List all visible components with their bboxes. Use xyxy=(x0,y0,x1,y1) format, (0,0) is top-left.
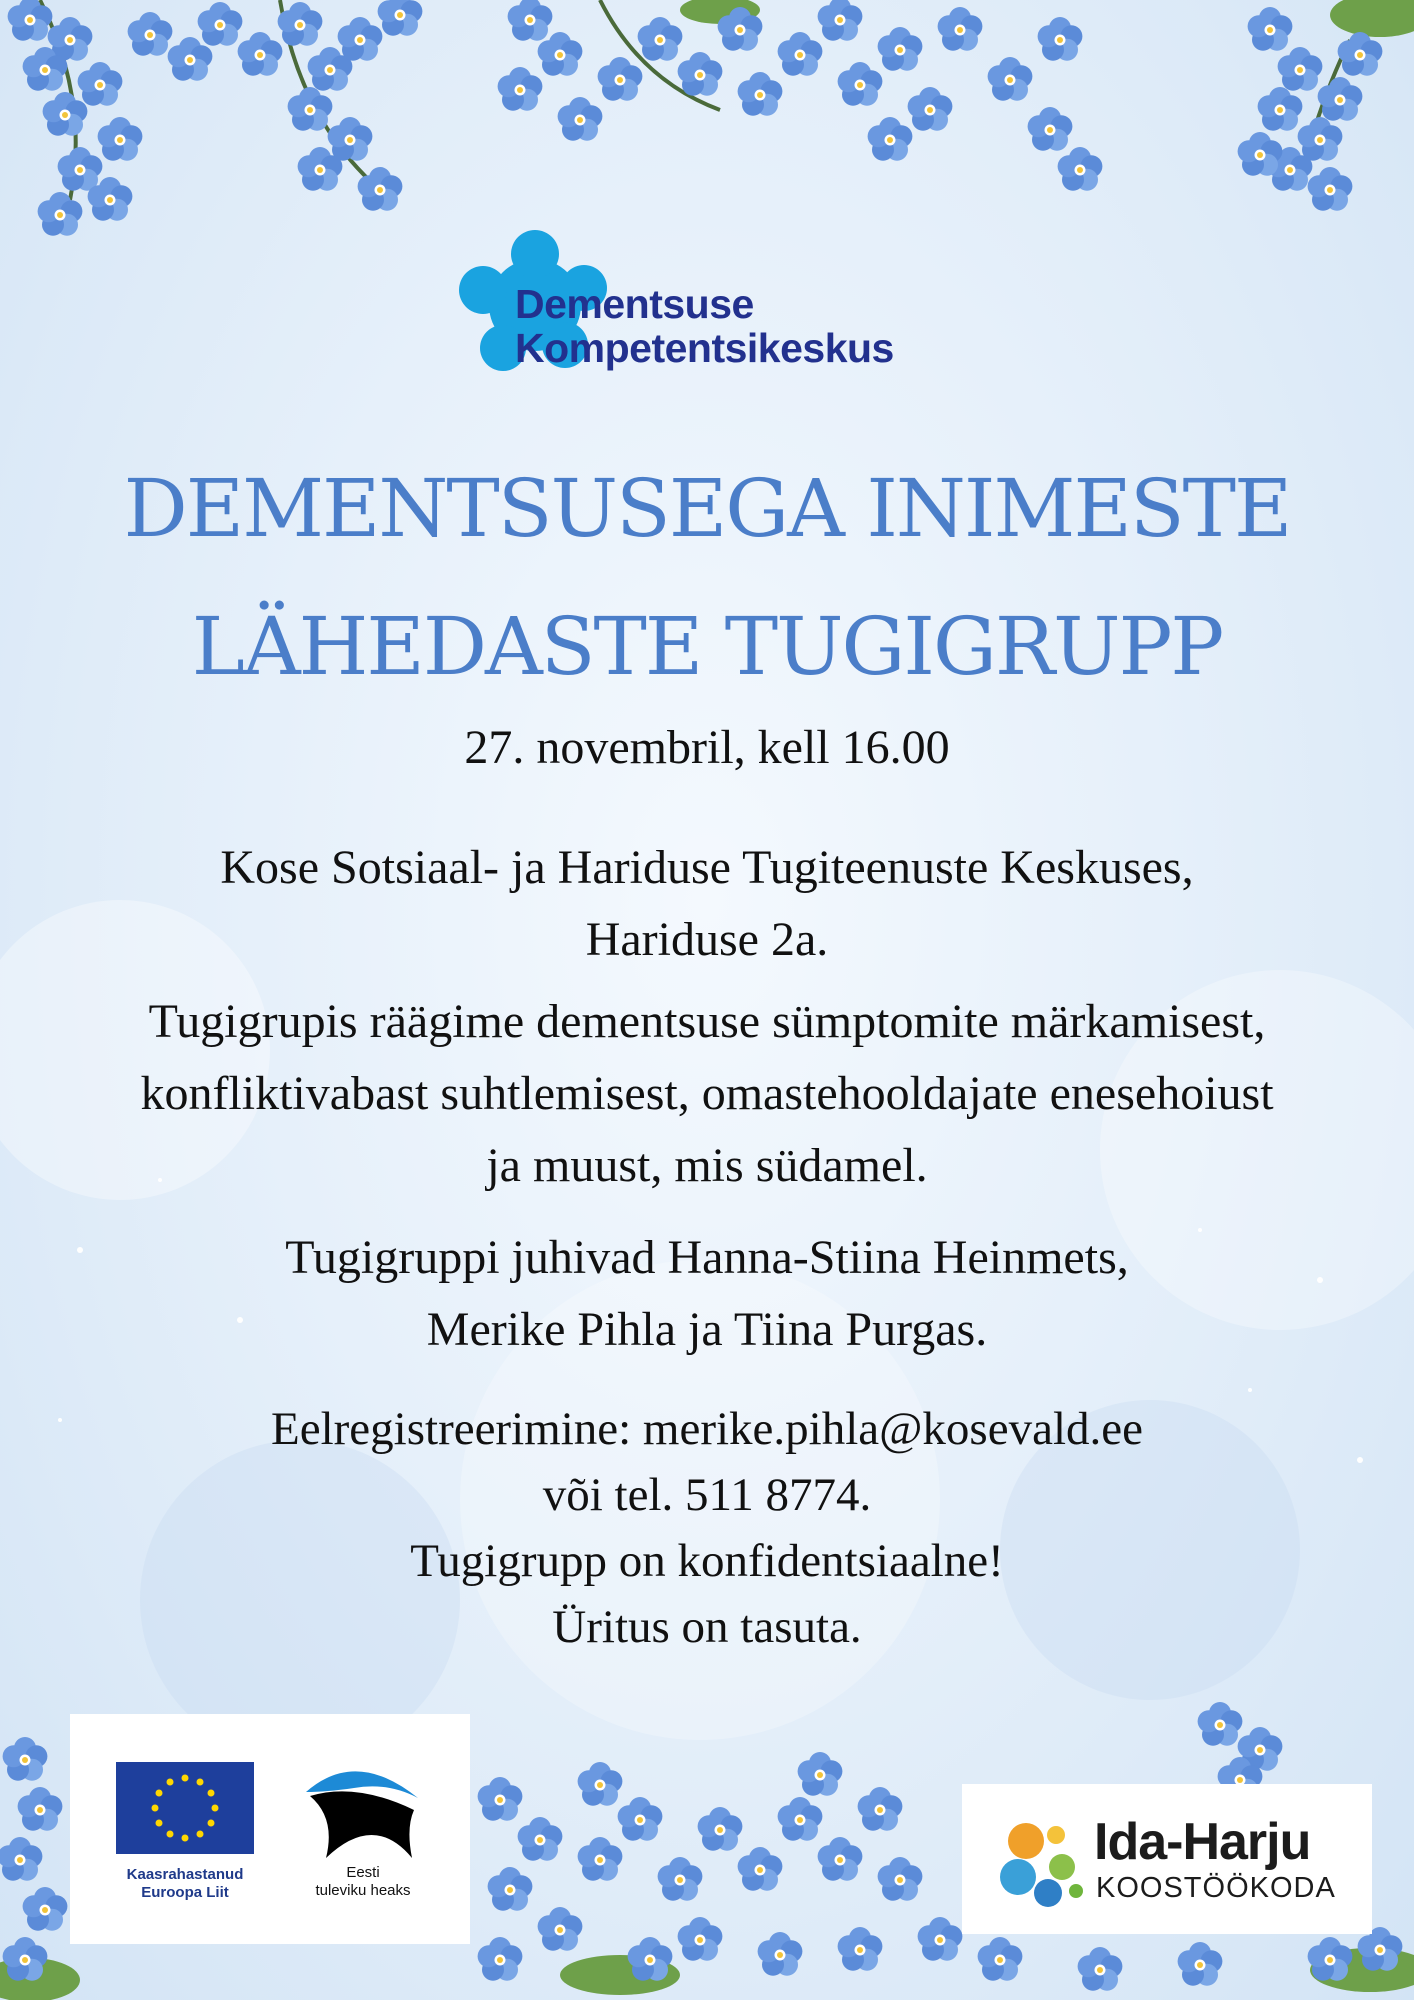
venue-line1: Kose Sotsiaal- ja Hariduse Tugiteenuste Keskuses, xyxy=(220,841,1194,894)
eu-caption-line1: Kaasrahastanud xyxy=(126,1866,244,1883)
organization-logo xyxy=(455,230,1025,380)
description-line2: konfliktivabast suhtlemisest, omastehooldajate enesehoiust xyxy=(140,1067,1274,1120)
group-leaders xyxy=(40,1222,1374,1366)
ida-harju-logo xyxy=(962,1784,1372,1934)
ida-harju-dots-icon xyxy=(996,1817,1086,1909)
leaders-line1: Tugigruppi juhivad Hanna-Stiina Heinmets, xyxy=(285,1231,1129,1284)
event-description xyxy=(40,986,1374,1202)
title-line2: LÄHEDASTE TUGIGRUPP xyxy=(191,600,1223,693)
estonia-caption xyxy=(278,1864,448,1900)
leaders-line2: Merike Pihla ja Tiina Purgas. xyxy=(426,1303,988,1356)
eu-caption-line2: Euroopa Liit xyxy=(141,1884,229,1901)
description-line1: Tugigrupis räägime dementsuse sümptomite märkamisest, xyxy=(148,995,1266,1048)
registration-email-line: Eelregistreerimine: merike.pihla@kosevald.ee xyxy=(271,1403,1143,1455)
registration-phone-line: või tel. 511 8774. xyxy=(542,1469,872,1521)
registration-contact xyxy=(40,1396,1374,1660)
description-line3: ja muust, mis südamel. xyxy=(486,1139,928,1192)
eu-caption xyxy=(90,1866,280,1902)
funding-logos xyxy=(70,1714,470,1944)
organization-name-line2: Kompetentsikeskus xyxy=(515,325,894,371)
estonia-flag-swoosh-icon xyxy=(296,1754,426,1864)
title-line1: DEMENTSUSEGA INIMESTE xyxy=(123,462,1291,555)
estonia-caption-line2: tuleviku heaks xyxy=(315,1882,411,1899)
event-venue xyxy=(40,832,1374,976)
organization-name-line1: Dementsuse xyxy=(515,281,754,327)
event-datetime-text: 27. novembril, kell 16.00 xyxy=(464,721,950,774)
eu-flag-icon xyxy=(116,1762,254,1854)
organization-logo-text xyxy=(515,282,894,370)
estonia-caption-line1: Eesti xyxy=(346,1864,380,1881)
event-datetime xyxy=(40,718,1374,778)
venue-line2: Hariduse 2a. xyxy=(585,913,829,966)
confidentiality-note: Tugigrupp on konfidentsiaalne! xyxy=(410,1535,1004,1587)
free-event-note: Üritus on tasuta. xyxy=(552,1601,862,1653)
page-title xyxy=(60,440,1354,716)
ida-harju-name: Ida-Harju xyxy=(1094,1813,1311,1871)
ida-harju-subtitle: KOOSTÖÖKODA xyxy=(1096,1872,1336,1904)
